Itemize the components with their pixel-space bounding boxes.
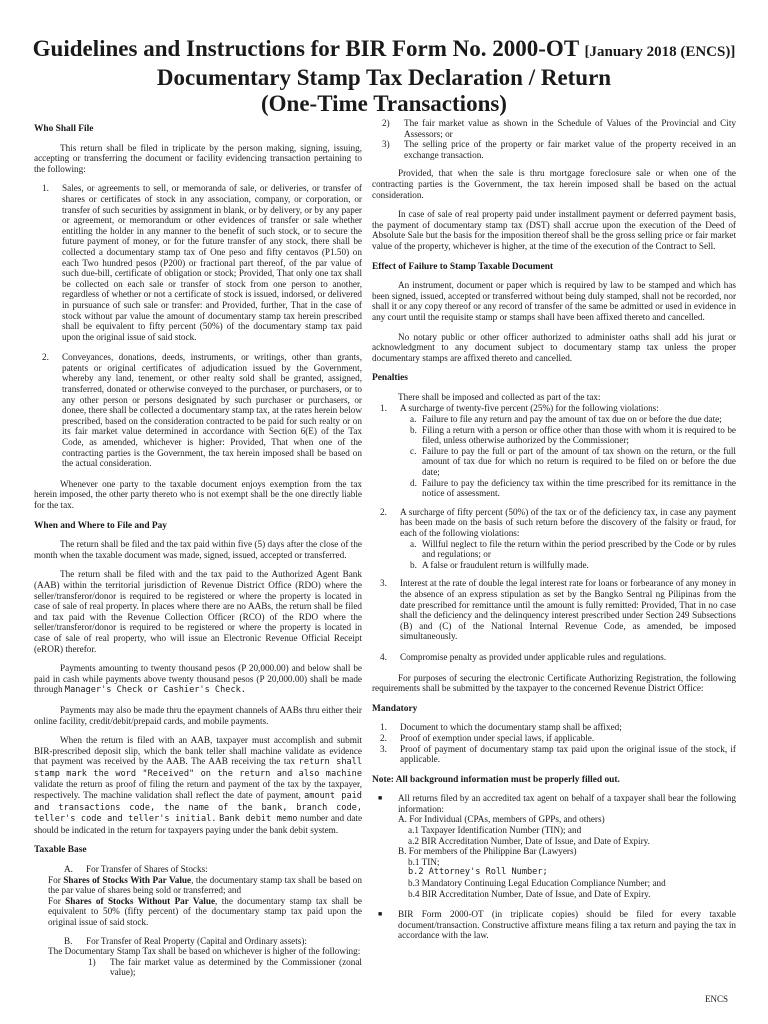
par-rest: , the documentary stamp tax shall be based on the par value of shares being sold or transferred; and — [48, 874, 362, 896]
taxable-base-a-text: For Transfer of Shares of Stocks: — [86, 864, 208, 875]
taxable-base-b3 — [378, 139, 736, 160]
penalty-4-text: Compromise penalty as provided under applicable rules and regulations. — [400, 651, 667, 662]
title-line-3: (One-Time Transactions) — [261, 91, 507, 116]
who-item-1-number: 1. — [42, 183, 49, 194]
taxable-base-a-label: A. — [64, 864, 73, 875]
penalty-2b — [410, 560, 736, 571]
taxable-base-b1-text: The fair market value as determined by the Commissioner (zonal value); — [110, 956, 362, 978]
who-closing: Whenever one party to the taxable document enjoys exemption from the tax herein imposed, the other party thereto who is not exempt shall be the one directly liable for the tax. — [34, 478, 362, 510]
penalty-1d — [410, 478, 736, 499]
taxable-base-b3-number: 3) — [382, 139, 390, 150]
agent-bullet — [372, 793, 736, 899]
penalty-1d-label: d. — [410, 477, 417, 488]
taxable-base-heading: Taxable Base — [34, 845, 87, 856]
penalty-1d-text: Failure to pay the deficiency tax within the time prescribed for its remittance in the notice of assessment. — [422, 477, 736, 499]
who-item-2 — [34, 352, 362, 469]
mandatory-item-1-text: Document to which the documentary stamp shall be affixed; — [400, 722, 622, 733]
mandatory-item-2-number: 2. — [380, 732, 387, 743]
nopar-prefix: For — [48, 895, 61, 906]
penalty-2a-label: a. — [410, 538, 417, 549]
who-intro: This return shall be filed in triplicate by the person making, signing, issuing, accepting or transferring the document or facility evidencing transaction pertaining to the following: — [34, 142, 362, 174]
taxable-base-b1-number: 1) — [88, 956, 96, 967]
agent-b1: b.1 TIN; — [408, 856, 440, 867]
when-p5-handwritten-e: Bank debit memo — [219, 814, 298, 825]
penalty-1b — [410, 425, 736, 446]
title-line-1 — [0, 36, 768, 65]
penalties-intro: There shall be imposed and collected as part of the tax: — [398, 391, 601, 402]
form-version: [January 2018 (ENCS)] — [584, 44, 736, 60]
when-p5-text-c: validate the return as proof of filing the return and payment of the tax by the taxpayer, respectively. The machine validation shall reflect the date of payment, — [34, 779, 362, 801]
penalty-2-text: A surcharge of fifty percent (50%) of the tax or of the deficiency tax, in case any payment has been made on the basis of such return before the discovery of the falsity or fraud, for each of the following violations: — [400, 506, 736, 538]
mandatory-item-3-text: Proof of payment of documentary stamp tax paid upon the original issue of the stock, if applicable. — [400, 743, 736, 765]
taxable-base-b-body: The Documentary Stamp Tax shall be based on whichever is higher of the following: — [48, 946, 361, 957]
when-p3-handwritten: Manager's Check or Cashier's Check. — [64, 685, 246, 696]
when-paragraph-3 — [34, 663, 362, 696]
left-column — [34, 118, 362, 978]
penalty-2a-text: Willful neglect to file the return within the period prescribed by the Code or by rules and regulations; or — [422, 538, 736, 560]
taxable-base-b1 — [84, 957, 362, 978]
who-shall-file-heading: Who Shall File — [34, 124, 94, 134]
agent-intro: All returns filed by an accredited tax agent on behalf of a taxpayer shall bear the following information: — [398, 793, 736, 814]
penalty-2 — [372, 507, 736, 539]
document-title-block — [0, 36, 768, 117]
penalty-1c — [410, 446, 736, 478]
mandatory-list — [372, 722, 736, 764]
bullet-square-icon: ■ — [378, 910, 383, 919]
penalty-2b-text: A false or fraudulent return is willfully made. — [422, 559, 589, 570]
agent-a1: a.1 Taxpayer Identification Number (TIN); and — [408, 825, 582, 836]
taxable-base-b3-text: The selling price of the property or fair market value of the property received in an exchange transaction. — [404, 139, 736, 160]
penalty-1c-text: Failure to pay the full or part of the amount of tax shown on the return, or the full amount of tax due for which no return is required to be filed on or before the due date; — [422, 445, 736, 478]
penalty-3-number: 3. — [380, 578, 387, 589]
title-line-2: Documentary Stamp Tax Declaration / Return — [156, 65, 612, 90]
nopar-bold: Shares of Stocks Without Par Value — [65, 895, 216, 906]
nopar-rest: , the documentary stamp tax shall be equivalent to 50% (fifty percent) of the documentary stamp tax paid upon the original issue of said stock. — [48, 895, 362, 927]
agent-b4: b.4 BIR Accreditation Number, Date of Issue, and Date of Expiry. — [408, 888, 651, 899]
when-where-heading: When and Where to File and Pay — [34, 520, 167, 531]
agent-b2: b.2 Attorney's Roll Number; — [408, 867, 548, 878]
penalty-1-text: A surcharge of twenty-five percent (25%) for the following violations: — [400, 403, 659, 414]
penalty-1-number: 1. — [380, 403, 387, 414]
penalty-1a-label: a. — [410, 414, 417, 425]
mandatory-item-1-number: 1. — [380, 722, 387, 733]
penalty-3 — [372, 578, 736, 642]
penalty-1a-text: Failure to file any return and pay the amount of tax due on or before the due date; — [422, 414, 722, 425]
penalty-1-sublist — [410, 414, 736, 499]
penalty-2b-label: b. — [410, 559, 417, 570]
when-p5-text-a: When the return is filed with an AAB, taxpayer must accomplish and submit BIR-prescribed deposit slip, which the bank teller shall machine validate as evidence that payment was received by the AAB. The AAB receiving the tax — [34, 735, 362, 767]
taxable-base-b — [60, 936, 362, 947]
taxable-base-par — [48, 875, 362, 896]
who-item-2-text: Conveyances, donations, deeds, instruments, or writings, other than grants, patents or original certificates of adjudication issued by the Government, whereby any land, tenement, or other realty sold shall be granted, assigned, transferred, donated or otherwise conveyed to the purchaser, or purchasers, or to any other person or persons designated by such purchaser or purchasers, or donee, there shall be collected a documentary stamp tax, at the rates herein below prescribed, based on the consideration contracted to be paid for such realty or on its fair market value determined in accordance with Section 6(E) of the Tax Code, as amended, whichever is higher: Provided, That when one of the contracting parties is the Government, the tax herein imposed shall be based on the actual consideration. — [62, 352, 362, 469]
penalty-1b-text: Filing a return with a person or office other than those with whom it is required to be filed, unless otherwise authorized by the Commissioner; — [422, 424, 736, 446]
penalty-2a — [410, 539, 736, 560]
effect-heading: Effect of Failure to Stamp Taxable Document — [372, 261, 554, 272]
when-p5-text-f: number and date should be indicated in the return for taxpayers paying under the bank debit system. — [34, 813, 363, 835]
agent-a: A. For Individual (CPAs, members of GPPs, and others) — [398, 814, 605, 825]
right-column — [372, 118, 736, 951]
mandatory-item-2 — [372, 733, 736, 744]
penalty-4 — [372, 652, 736, 663]
form-title: Guidelines and Instructions for BIR Form No. 2000-OT — [32, 36, 579, 61]
mandatory-item-3 — [372, 744, 736, 765]
when-p5-handwritten-a: return shall stamp mark the word "Received" on the return and also machine — [34, 757, 363, 779]
taxable-base-b-text: For Transfer of Real Property (Capital and Ordinary assets): — [86, 935, 307, 946]
bullet-square-icon: ■ — [378, 794, 383, 803]
agent-a2: a.2 BIR Accreditation Number, Date of Issue, and Date of Expiry. — [408, 835, 650, 846]
background-note: Note: All background information must be properly filled out. — [372, 774, 620, 785]
taxable-base-b2 — [378, 118, 736, 139]
effect-paragraph-2: No notary public or other officer authorized to administer oaths shall add his jurat or acknowledgment to any document subject to documentary stamp tax unless the proper documentary stamps are affixed thereto and cancelled. — [372, 331, 736, 363]
penalty-1a — [410, 414, 736, 425]
ecar-paragraph: For purposes of securing the electronic Certificate Authorizing Registration, the following requirements shall be submitted by the taxpayer to the concerned Revenue District Office: — [372, 672, 736, 694]
form-bullet-text: BIR Form 2000-OT (in triplicate copies) should be filed for every taxable document/transaction. Constructive affixture means filing a tax return and paying the tax in accordance with the law. — [398, 909, 736, 941]
when-p3-text: Payments amounting to twenty thousand pesos (P 20,000.00) and below shall be paid in cash while payments above twenty thousand pesos (P 20,000.00) shall be made through — [34, 663, 362, 695]
mandatory-item-1 — [372, 722, 736, 733]
taxable-base-b2-text: The fair market value as shown in the Schedule of Values of the Provincial and City Assessors; or — [404, 118, 736, 139]
taxable-base-a — [60, 864, 362, 875]
when-paragraph-2: The return shall be filed with and the tax paid to the Authorized Agent Bank (AAB) within the territorial jurisdiction of Revenue District Office (RDO) where the seller/transferor/donor is required to be registered or where the property is located in case of sale of real property. In places where there are no AABs, the return shall be filed and tax paid with the Revenue Collection Officer (RCO) of the RDO where the seller/transferor/donor is required to be registered or where the property is located in case of sale of real property, who will issue an Electronic Revenue Official Receipt (eROR) therefor. — [34, 569, 362, 654]
penalties-heading: Penalties — [372, 373, 408, 384]
mandatory-heading: Mandatory — [372, 703, 418, 714]
form-bullet — [372, 909, 736, 941]
mandatory-item-2-text: Proof of exemption under special laws, if applicable. — [400, 732, 595, 743]
when-p5-handwritten-d: amount paid and transactions code, the name of the bank, branch code, teller's code and teller's initial. — [34, 791, 362, 825]
taxable-base-b-label: B. — [64, 935, 73, 946]
agent-b3: b.3 Mandatory Continuing Legal Education Compliance Number; and — [408, 878, 666, 889]
agent-bullet-body — [398, 793, 736, 899]
penalty-3-text: Interest at the rate of double the legal interest rate for loans or forbearance of any money in the absence of an express stipulation as set by the Bangko Sentral ng Pilipinas from the date prescribed for remittance until the amount is fully remitted: Provided, That in no case shall the deficiency and the delinquency interest prescribed under Section 249 Subsections (B) and (C) of the National Internal Revenue Code, as amended, be imposed simultaneously. — [400, 578, 736, 642]
par-bold: Shares of Stocks With Par Value — [63, 874, 192, 885]
when-paragraph-5 — [34, 735, 362, 835]
penalty-2-number: 2. — [380, 506, 387, 517]
penalty-1 — [372, 403, 736, 414]
who-item-1 — [34, 183, 362, 342]
taxable-base-nopar — [48, 896, 362, 928]
who-item-2-number: 2. — [42, 352, 49, 363]
agent-b: B. For members of the Philippine Bar (Lawyers) — [398, 846, 577, 857]
provided-paragraph: Provided, that when the sale is thru mortgage foreclosure sale or when one of the contracting parties is the Government, the tax herein imposed shall be based on the actual consideration. — [372, 168, 736, 200]
installment-paragraph: In case of sale of real property paid under installment payment or deferred payment basis, the payment of documentary stamp tax (DST) shall accrue upon the execution of the Deed of Absolute Sale but the basis for the imposition thereof shall be the gross selling price or fair market value of the property, whichever is higher, at the time of the execution of the Contract to Sell. — [372, 209, 736, 251]
when-paragraph-1: The return shall be filed and the tax paid within five (5) days after the close of the month when the taxable document was made, signed, issued, accepted or transferred. — [34, 539, 362, 560]
taxable-base-b2-number: 2) — [382, 118, 390, 128]
penalty-4-number: 4. — [380, 651, 387, 662]
penalty-1c-label: c. — [410, 445, 417, 456]
effect-paragraph-1: An instrument, document or paper which is required by law to be stamped and which has been signed, issued, accepted or transferred without being duly stamped, shall not be recorded, nor shall it or any copy thereof or any record of transfer of the same be admitted or used in evidence in any court until the requisite stamp or stamps shall have been affixed thereto and cancelled. — [372, 280, 736, 322]
par-prefix: For — [48, 874, 61, 885]
mandatory-item-3-number: 3. — [380, 743, 387, 754]
penalty-1b-label: b. — [410, 424, 417, 435]
who-item-1-text: Sales, or agreements to sell, or memoranda of sale, or deliveries, or transfer of shares or certificates of stock in any association, company, or corporation, or transfer of such securities by assignment in blank, or by delivery, or by any paper or agreement, or memorandum or other evidences of transfer or sale whether entitling the holder in any manner to the benefit of such stock, or to secure the future payment of money, or for the future transfer of any stock, there shall be collected a documentary stamp tax of One peso and fifty centavos (P1.50) on each Two hundred pesos (P200) or fractional part thereof, of the par value of such due-bill, certificate of obligation or stock; Provided, That only one tax shall be collected on each sale or transfer of stock from one person to another, regardless of whether or not a certificate of stock is issued, indorsed, or delivered in pursuance of such sale or transfer: and Provided, further, That in the case of stock without par value the amount of documentary stamp tax herein prescribed shall be equivalent to fifty percent (50%) of the documentary stamp tax paid upon the original issue of said stock. — [62, 183, 362, 342]
footer-code: ENCS — [704, 994, 728, 1004]
when-paragraph-4: Payments may also be made thru the epayment channels of AABs thru either their online facility, credit/debit/prepaid cards, and mobile payments. — [34, 704, 362, 726]
penalty-2-sublist — [410, 539, 736, 571]
